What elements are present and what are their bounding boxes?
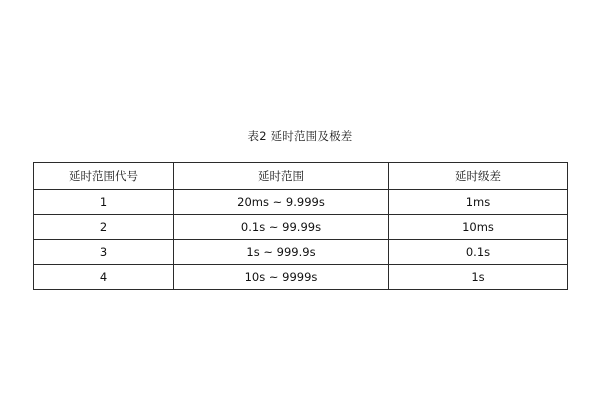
table-container <box>33 162 567 290</box>
cell-code: 3 <box>34 240 174 265</box>
cell-code: 1 <box>34 190 174 215</box>
column-header-step: 延时级差 <box>389 163 568 190</box>
cell-code: 4 <box>34 265 174 290</box>
table-body <box>34 190 568 290</box>
delay-range-table <box>33 162 568 290</box>
table-row <box>34 190 568 215</box>
cell-range: 0.1s ~ 99.99s <box>174 215 389 240</box>
table-row <box>34 215 568 240</box>
cell-step: 1ms <box>389 190 568 215</box>
table-header-row <box>34 163 568 190</box>
table-row <box>34 265 568 290</box>
column-header-code: 延时范围代号 <box>34 163 174 190</box>
table-header <box>34 163 568 190</box>
table-row <box>34 240 568 265</box>
column-header-range: 延时范围 <box>174 163 389 190</box>
cell-range: 10s ~ 9999s <box>174 265 389 290</box>
cell-step: 1s <box>389 265 568 290</box>
cell-range: 20ms ~ 9.999s <box>174 190 389 215</box>
cell-step: 0.1s <box>389 240 568 265</box>
cell-code: 2 <box>34 215 174 240</box>
cell-step: 10ms <box>389 215 568 240</box>
cell-range: 1s ~ 999.9s <box>174 240 389 265</box>
table-caption: 表2 延时范围及极差 <box>247 129 353 143</box>
